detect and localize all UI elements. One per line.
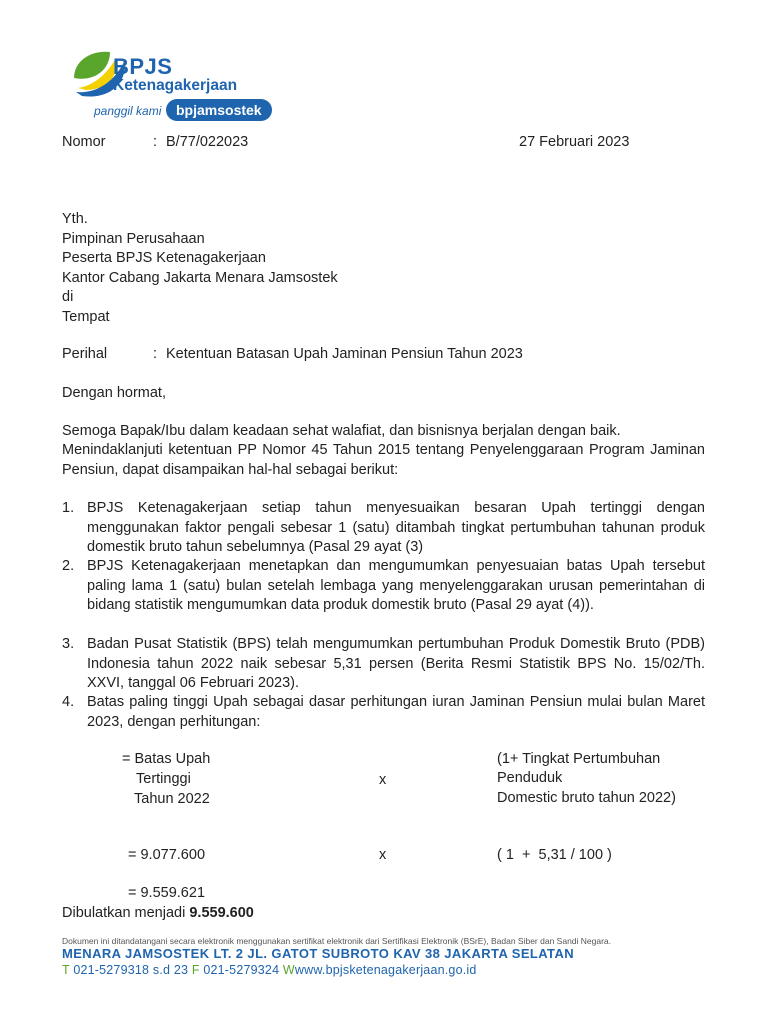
logo-subtitle: Ketenagakerjaan [113,77,238,94]
calc-row2-right: ( 1 + 5,31 / 100 ) [497,847,612,863]
address-line: di [62,289,74,305]
phone-value: 021-5279318 s.d 23 [73,963,189,977]
nomor-label: Nomor [62,134,106,150]
salutation: Dengan hormat, [62,385,166,401]
phone-label: T [62,963,70,977]
fax-label: F [191,963,200,977]
item-number: 2. [62,558,75,574]
item-text: Badan Pusat Statistik (BPS) telah mengumumkan pertumbuhan Produk Domestik Bruto (PDB) Indonesia tahun 2022 naik sebesar 5,31 persen (Berita Resmi Statistik BPS No. 15/02/Th. XXVI, tanggal 06 Februari 2023). [87,636,705,691]
address-line: Tempat [62,308,110,325]
calc-right-line: Penduduk [497,770,563,786]
calc-right-line: Domestic bruto tahun 2022) [497,790,676,806]
calc-row2-left: = 9.077.600 [128,847,206,863]
calc-row3-left: = 9.559.621 [128,885,206,901]
logo-tagline: panggil kami [94,104,162,118]
calc-multiply: x [379,772,387,788]
calc-left-line: Tahun 2022 [134,791,210,807]
item-number: 1. [62,500,75,516]
item-text: Batas paling tinggi Upah sebagai dasar perhitungan iuran Jaminan Pensiun mulai bulan Maret 2023, dengan perhitungan: [87,694,705,730]
web-label: W [282,963,295,977]
perihal-label: Perihal [62,346,108,362]
footer-note: Dokumen ini ditandatangani secara elektronik menggunakan sertifikat elektronik dari Sertifikasi Elektronik (BSrE), Badan Siber dan Sandi Negara. [62,936,612,946]
rounded-line [62,904,254,924]
perihal-value: Ketentuan Batasan Upah Jaminan Pensiun Tahun 2023 [166,346,523,362]
item-text: BPJS Ketenagakerjaan setiap tahun menyesuaikan besaran Upah tertinggi dengan menggunakan faktor pengali sebesar 1 (satu) ditambah tingkat pertumbuhan tahunan produk domestik bruto tahun sebelumnya (Pasal 29 ayat (3) [87,500,705,555]
intro-line: Semoga Bapak/Ibu dalam keadaan sehat walafiat, dan bisnisnya berjalan dengan baik. [62,423,621,439]
logo-pill: bpjamsostek [166,99,272,121]
logo-title: BPJS [113,54,173,79]
calc-right-line: (1+ Tingkat Pertumbuhan [497,751,661,767]
item-number: 3. [62,636,75,652]
nomor-separator: : [153,134,158,150]
address-line: Kantor Cabang Jakarta Menara Jamsostek [62,269,338,286]
letter-date: 27 Februari 2023 [519,134,630,150]
footer-address: MENARA JAMSOSTEK LT. 2 JL. GATOT SUBROTO KAV 38 JAKARTA SELATAN [62,946,575,961]
calc-multiply: x [379,847,387,863]
item-number: 4. [62,694,75,710]
item-text: BPJS Ketenagakerjaan menetapkan dan mengumumkan penyesuaian batas Upah tersebut paling lama 1 (satu) bulan setelah lembaga yang menyelenggarakan urusan pemerintahan di bidang statistik mengumumkan data produk domestik bruto (Pasal 29 ayat (4)). [87,558,705,613]
fax-value: 021-5279324 [203,963,280,977]
perihal-separator: : [153,346,158,362]
intro-paragraph: Menindaklanjuti ketentuan PP Nomor 45 Tahun 2015 tentang Penyelenggaraan Program Jaminan Pensiun, dapat disampaikan hal-hal sebagai berikut: [62,442,705,478]
address-line: Peserta BPJS Ketenagakerjaan [62,250,266,266]
rounded-value: 9.559.600 [189,905,254,921]
web-link[interactable]: www.bpjsketenagakerjaan.go.id [294,963,477,977]
footer-contact [62,963,477,977]
nomor-value: B/77/022023 [166,134,249,150]
rounded-label: Dibulatkan menjadi [62,905,186,921]
address-block [62,210,338,327]
address-line: Yth. [62,211,88,227]
calc-left-line: = Batas Upah [122,751,211,767]
address-line: Pimpinan Perusahaan [62,230,205,247]
calc-left-line: Tertinggi [136,771,191,787]
